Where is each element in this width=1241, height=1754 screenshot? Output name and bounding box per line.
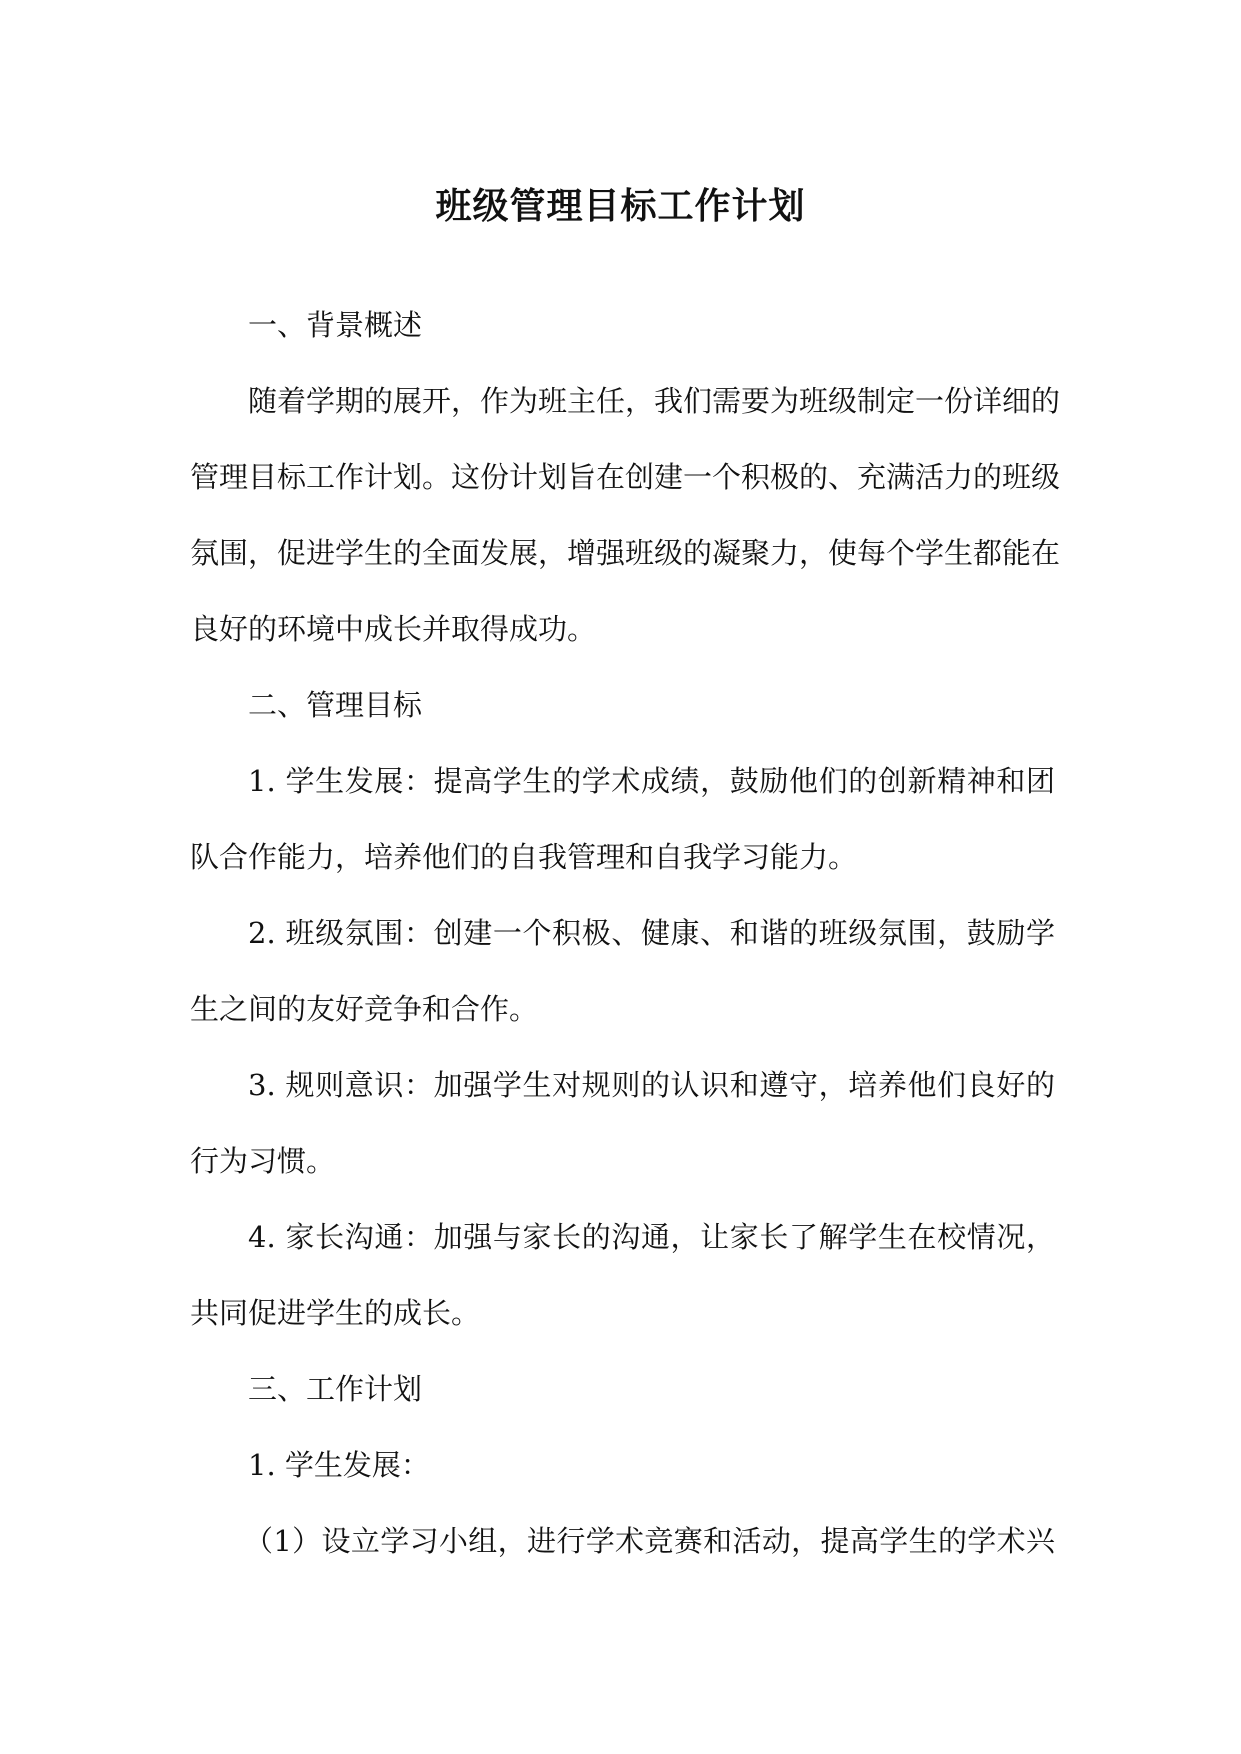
list-item-line: 4. 家长沟通：加强与家长的沟通，让家长了解学生在校情况， bbox=[248, 1220, 1055, 1254]
list-item-line: 2. 班级氛围：创建一个积极、健康、和谐的班级氛围，鼓励学 bbox=[248, 916, 1055, 950]
list-item-line: 1. 学生发展： bbox=[248, 1448, 430, 1482]
list-item-line: 行为习惯。 bbox=[190, 1144, 336, 1178]
list-item-line: 3. 规则意识：加强学生对规则的认识和遵守，培养他们良好的 bbox=[248, 1068, 1055, 1102]
document-title: 班级管理目标工作计划 bbox=[435, 185, 806, 227]
list-item-line: （1）设立学习小组，进行学术竞赛和活动，提高学生的学术兴 bbox=[244, 1524, 1055, 1558]
list-item-line: 1. 学生发展：提高学生的学术成绩，鼓励他们的创新精神和团 bbox=[248, 764, 1055, 798]
list-item-line: 生之间的友好竞争和合作。 bbox=[190, 992, 539, 1026]
section-heading-goals: 二、管理目标 bbox=[248, 688, 423, 722]
section-heading-plan: 三、工作计划 bbox=[248, 1372, 423, 1406]
list-item-line: 共同促进学生的成长。 bbox=[190, 1296, 481, 1330]
paragraph-line: 氛围，促进学生的全面发展，增强班级的凝聚力，使每个学生都能在 bbox=[190, 536, 1061, 570]
paragraph-line: 管理目标工作计划。这份计划旨在创建一个积极的、充满活力的班级 bbox=[190, 460, 1061, 494]
paragraph-line: 良好的环境中成长并取得成功。 bbox=[190, 612, 597, 646]
document-body bbox=[190, 305, 1061, 1597]
section-heading-background: 一、背景概述 bbox=[248, 308, 423, 342]
list-item-line: 队合作能力，培养他们的自我管理和自我学习能力。 bbox=[190, 840, 858, 874]
paragraph-line: 随着学期的展开，作为班主任，我们需要为班级制定一份详细的 bbox=[248, 384, 1061, 418]
